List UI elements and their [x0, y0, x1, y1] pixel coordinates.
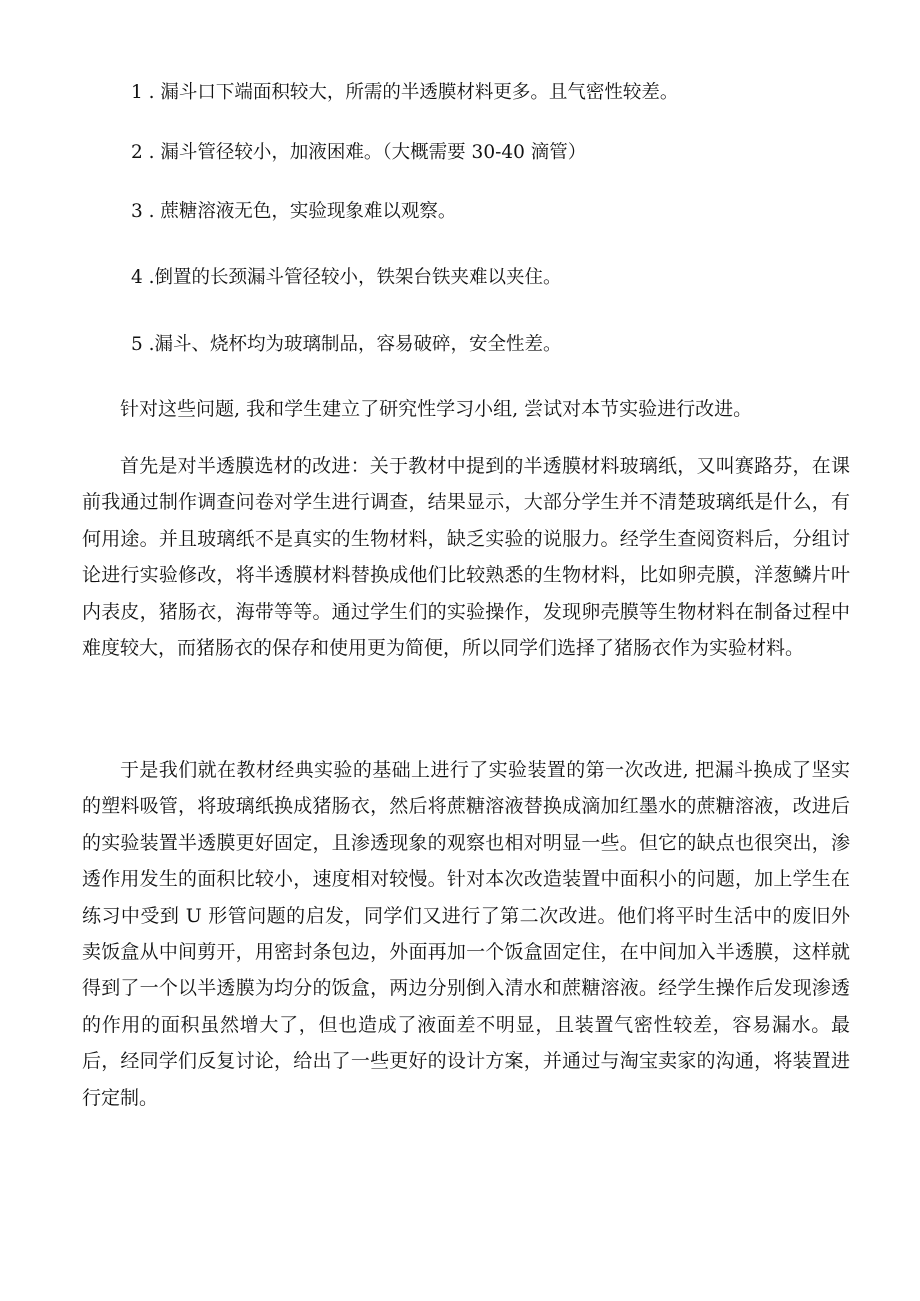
list-item-5: 5 .漏斗、烧杯均为玻璃制品，容易破碎，安全性差。: [131, 334, 562, 355]
list-item-1: 1 . 漏斗口下端面积较大，所需的半透膜材料更多。且气密性较差。: [131, 82, 679, 103]
list-item-3: 3 . 蔗糖溶液无色，实验现象难以观察。: [131, 201, 457, 222]
paragraph-device: 于是我们就在教材经典实验的基础上进行了实验装置的第一次改进, 把漏斗换成了坚实的塑料吸管，将玻璃纸换成猪肠衣，然后将蔗糖溶液替换成滴加红墨水的蔗糖溶液，改进后的实验装置半透膜更好固定，且渗透现象的观察也相对明显一些。但它的缺点也很突出，渗透作用发生的面积比较小，速度相对较慢。针对本次改造装置中面积小的问题，加上学生在练习中受到 U 形管问题的启发，同学们又进行了第二次改进。他们将平时生活中的废旧外卖饭盒从中间剪开，用密封条包边，外面再加一个饭盒固定住，在中间加入半透膜，这样就得到了一个以半透膜为均分的饭盒，两边分别倒入清水和蔗糖溶液。经学生操作后发现渗透的作用的面积虽然增大了，但也造成了液面差不明显，且装置气密性较差，容易漏水。最后，经同学们反复讨论，给出了一些更好的设计方案，并通过与淘宝卖家的沟通，将装置进行定制。: [82, 759, 850, 1109]
paragraph-membrane: 首先是对半透膜选材的改进：关于教材中提到的半透膜材料玻璃纸，又叫赛路芬，在课前我通过制作调查问卷对学生进行调查，结果显示，大部分学生并不清楚玻璃纸是什么，有何用途。并且玻璃纸不是真实的生物材料，缺乏实验的说服力。经学生查阅资料后，分组讨论进行实验修改，将半透膜材料替换成他们比较熟悉的生物材料，比如卵壳膜，洋葱鳞片叶内表皮，猪肠衣，海带等等。通过学生们的实验操作，发现卵壳膜等生物材料在制备过程中难度较大，而猪肠衣的保存和使用更为简便，所以同学们选择了猪肠衣作为实验材料。: [82, 455, 850, 660]
list-item-2: 2 . 漏斗管径较小，加液困难。（大概需要 30-40 滴管）: [131, 142, 587, 163]
paragraph-intro: 针对这些问题, 我和学生建立了研究性学习小组, 尝试对本节实验进行改进。: [120, 398, 753, 420]
list-item-4: 4 .倒置的长颈漏斗管径较小，铁架台铁夹难以夹住。: [131, 267, 562, 288]
